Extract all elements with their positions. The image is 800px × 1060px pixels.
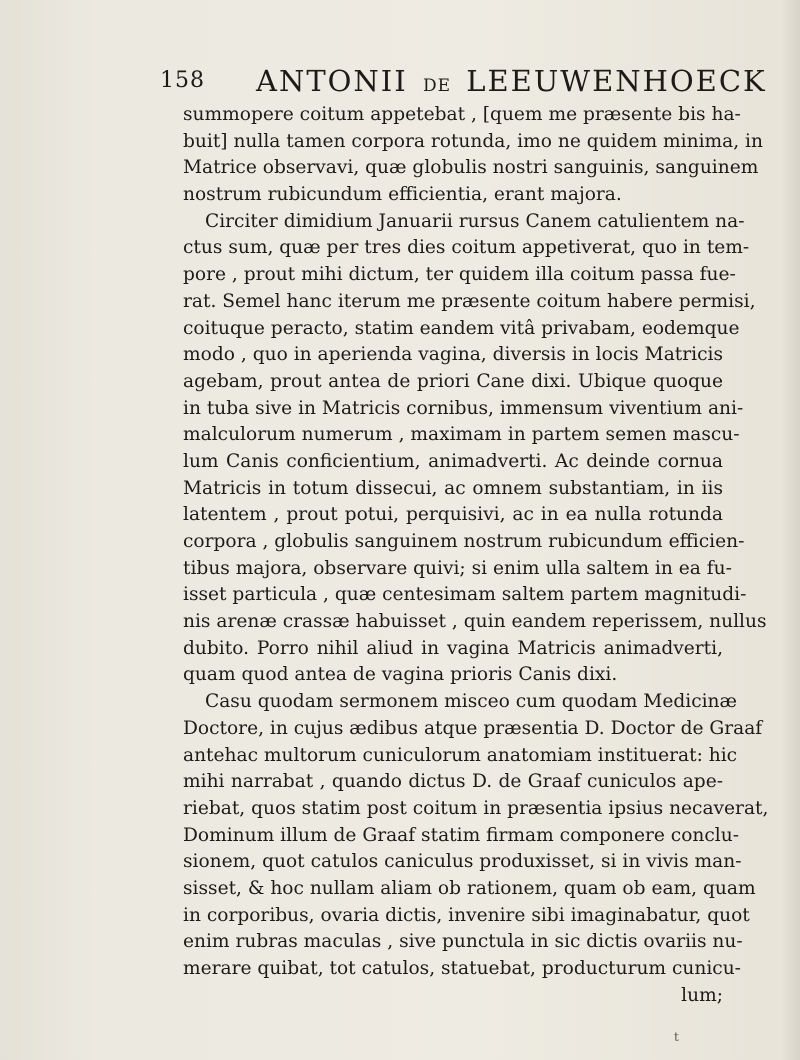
text-line: Circiter dimidium Januarii rursus Canem catulientem na-	[205, 210, 745, 232]
signature-mark: t	[674, 1030, 679, 1044]
text-line: pore , prout mihi dictum, ter quidem illa coitum passa fue-	[183, 264, 736, 286]
catchword-line: lum;	[681, 984, 723, 1006]
text-line: ctus sum, quæ per tres dies coitum appetiverat, quo in tem-	[183, 237, 750, 259]
author-particle: DE	[422, 76, 451, 96]
text-line: quam quod antea de vagina prioris Canis dixi.	[183, 664, 618, 686]
text-line: antehac multorum cuniculorum anatomiam instituerat: hic	[183, 744, 738, 766]
text-line: tibus majora, observare quivi; si enim ulla saltem in ea fu-	[183, 557, 732, 579]
author-last-name: LEEUWENHOECK	[466, 64, 767, 98]
body-text	[183, 102, 769, 1009]
text-line: enim rubras maculas , sive punctula in sic dictis ovariis nu-	[183, 931, 743, 953]
text-line: Doctore, in cujus ædibus atque præsentia D. Doctor de Graaf	[183, 717, 763, 739]
text-line: merare quibat, tot catulos, statuebat, producturum cunicu-	[183, 958, 741, 979]
text-line: rat. Semel hanc iterum me præsente coitum habere permisi,	[183, 290, 756, 312]
page-number: 158	[160, 68, 205, 93]
text-line: malculorum numerum , maximam in partem semen mascu-	[183, 424, 740, 446]
text-line: buit] nulla tamen corpora rotunda, imo ne quidem minima, in	[183, 130, 763, 152]
text-line: agebam, prout antea de priori Cane dixi. Ubique quoque	[183, 370, 723, 392]
text-line: isset particula , quæ centesimam saltem partem magnitudi-	[183, 584, 747, 606]
text-line: latentem , prout potui, perquisivi, ac in ea nulla rotunda	[183, 504, 723, 526]
running-title	[256, 64, 767, 98]
text-line: lum Canis conficientium, animadverti. Ac deinde cornua	[183, 450, 723, 472]
text-line: Matrice observavi, quæ globulis nostri sanguinis, sanguinem	[183, 157, 759, 179]
text-line: Matricis in totum dissecui, ac omnem substantiam, in iis	[183, 477, 723, 499]
text-line: in tuba sive in Matricis cornibus, immensum viventium ani-	[183, 397, 744, 419]
text-line: sisset, & hoc nullam aliam ob rationem, quam ob eam, quam	[183, 877, 756, 899]
text-line: nis arenæ crassæ habuisset , quin eandem reperissem, nullus	[183, 611, 767, 633]
text-line: riebat, quos statim post coitum in præsentia ipsius necaverat,	[183, 797, 769, 819]
text-line: mihi narrabat , quando dictus D. de Graaf cuniculos ape-	[183, 771, 723, 793]
text-line: nostrum rubicundum efficientia, erant majora.	[183, 184, 622, 206]
author-first-name: ANTONII	[256, 64, 408, 98]
page-edge-shadow	[782, 0, 800, 1060]
text-line: coituque peracto, statim eandem vitâ privabam, eodemque	[183, 317, 740, 339]
text-line: Dominum illum de Graaf statim firmam componere conclu-	[183, 824, 739, 846]
text-line: Casu quodam sermonem misceo cum quodam Medicinæ	[205, 691, 738, 713]
running-header	[160, 64, 767, 100]
text-line: summopere coitum appetebat , [quem me præsente bis ha-	[183, 104, 741, 125]
text-line: corpora , globulis sanguinem nostrum rubicundum efficien-	[183, 531, 745, 552]
text-line: modo , quo in aperienda vagina, diversis in locis Matricis	[183, 344, 723, 366]
text-line: in corporibus, ovaria dictis, invenire sibi imaginabatur, quot	[183, 904, 750, 926]
text-line: sionem, quot catulos caniculus produxisset, si in vivis man-	[183, 851, 742, 873]
text-line: dubito. Porro nihil aliud in vagina Matricis animadverti,	[183, 637, 723, 659]
